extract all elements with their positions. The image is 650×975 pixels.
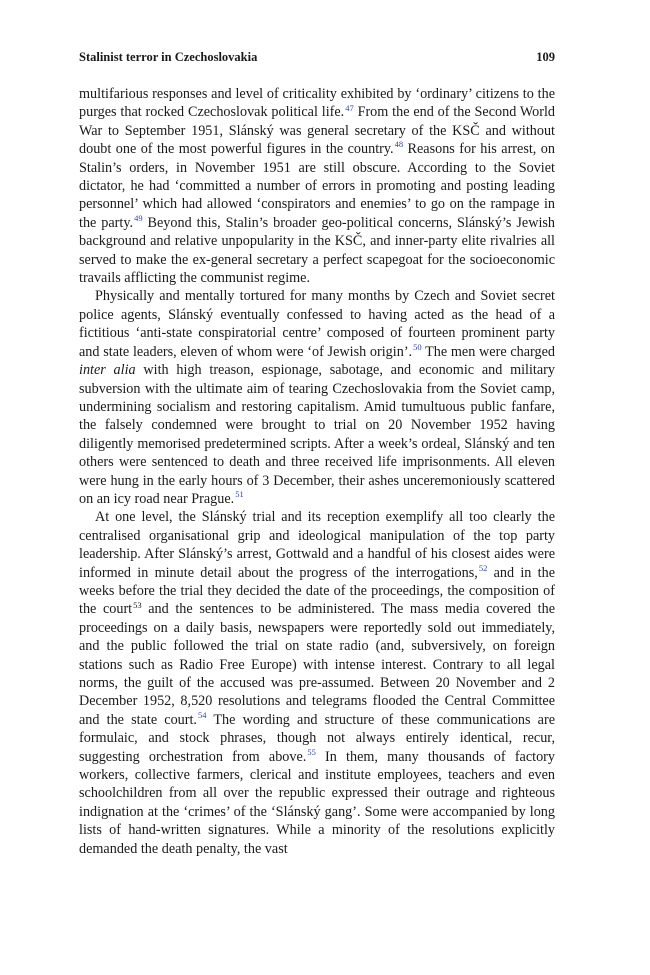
footnote-ref: 54 xyxy=(197,710,207,721)
text-run: Physically and mentally tortured for many months by Czech and Soviet secret police agents, Slánský eventually confessed to having acted as the head of a fictitious ‘anti-state conspiratorial centre’ composed of fourteen prominent party and state leaders, eleven of whom were ‘of Jewish origin’. xyxy=(79,288,555,360)
text-run: The wording and structure of these communications are formulaic, and stock phrases, though not always entirely identical, recur, suggesting orchestration from above. xyxy=(79,711,555,765)
paragraph xyxy=(79,85,555,287)
text-run: with high treason, espionage, sabotage, and economic and military subversion with the ultimate aim of tearing Czechoslovakia from the Soviet camp, undermining socialism and restoring capitalism. Amid tumultuous public fanfare, the falsely condemned were brought to trial on 20 November 1952 having diligently memorised predetermined scripts. After a week’s ordeal, Slánský and ten others were sentenced to death and three received life imprisonments. All eleven were hung in the early hours of 3 December, their ashes unceremoniously scattered on an icy road near Prague. xyxy=(79,362,555,507)
running-title: Stalinist terror in Czechoslovakia xyxy=(79,50,258,64)
footnote-ref: 51 xyxy=(235,489,244,500)
italic-text: inter alia xyxy=(79,362,136,379)
body-text xyxy=(79,85,555,858)
footnote-ref: 52 xyxy=(478,562,488,573)
text-run: The men were charged xyxy=(421,343,555,360)
text-run: and the sentences to be administered. The mass media covered the proceedings on a daily basis, newspapers were reportedly sold out immediately, and the public followed the trial on state radio (and, subversively, on foreign stations such as Radio Free Europe) with intense interest. Contrary to all legal norms, the guilt of the accused was pre-assumed. Between 20 November and 2 December 1952, 8,520 resolutions and telegrams flooded the Central Committee and the state court. xyxy=(79,601,556,728)
text-run: Beyond this, Stalin’s broader geo-political concerns, Slánský’s Jewish background and relative unpopularity in the KSČ, and inner-party elite rivalries all served to make the ex-general secretary a perfect scapegoat for the socioeconomic travails afflicting the communist regime. xyxy=(79,214,555,287)
paragraph xyxy=(79,508,555,858)
footnote-ref: 55 xyxy=(307,746,316,757)
page-number: 109 xyxy=(536,50,555,64)
footnote-ref: 48 xyxy=(394,139,404,150)
text-run: At one level, the Slánský trial and its reception exemplify all too clearly the centralised organisational grip and ideological manipulation of the top party leadership. After Slánský’s arrest, Gottwald and a handful of his closest aides were informed in minute detail about the progress of the interrogations, xyxy=(79,509,555,581)
footnote-ref: 49 xyxy=(134,213,143,224)
footnote-ref: 50 xyxy=(413,341,422,352)
footnote-ref: 53 xyxy=(133,599,142,610)
text-run: In them, many thousands of factory workers, collective farmers, clerical and institute employees, teachers and even schoolchildren from all over the republic expressed their outrage and righteous indignation at the ‘crimes’ of the ‘Slánský gang’. Some were accompanied by long lists of hand-written signatures. While a minority of the resolutions explicitly demanded the death penalty, the vast xyxy=(79,748,555,857)
text-run: Reasons for his arrest, on Stalin’s orders, in November 1951 are still obscure. According to the Soviet dictator, he had ‘committed a number of errors in promoting and posting leading personnel’ which had allowed ‘conspirators and enemies’ to go on the rampage in the party. xyxy=(79,141,555,231)
footnote-ref: 47 xyxy=(345,102,354,113)
text-run: and in the weeks before the trial they decided the date of the proceedings, the composition of the court xyxy=(79,564,555,618)
text-run: multifarious responses and level of criticality exhibited by ‘ordinary’ citizens to the purges that rocked Czechoslovak political life. xyxy=(79,86,555,121)
paragraph xyxy=(79,287,555,508)
book-page xyxy=(79,50,555,858)
text-run: From the end of the Second World War to September 1951, Slánský was general secretary of the KSČ and without doubt one of the most powerful figures in the country. xyxy=(79,104,555,158)
running-head xyxy=(79,50,555,72)
